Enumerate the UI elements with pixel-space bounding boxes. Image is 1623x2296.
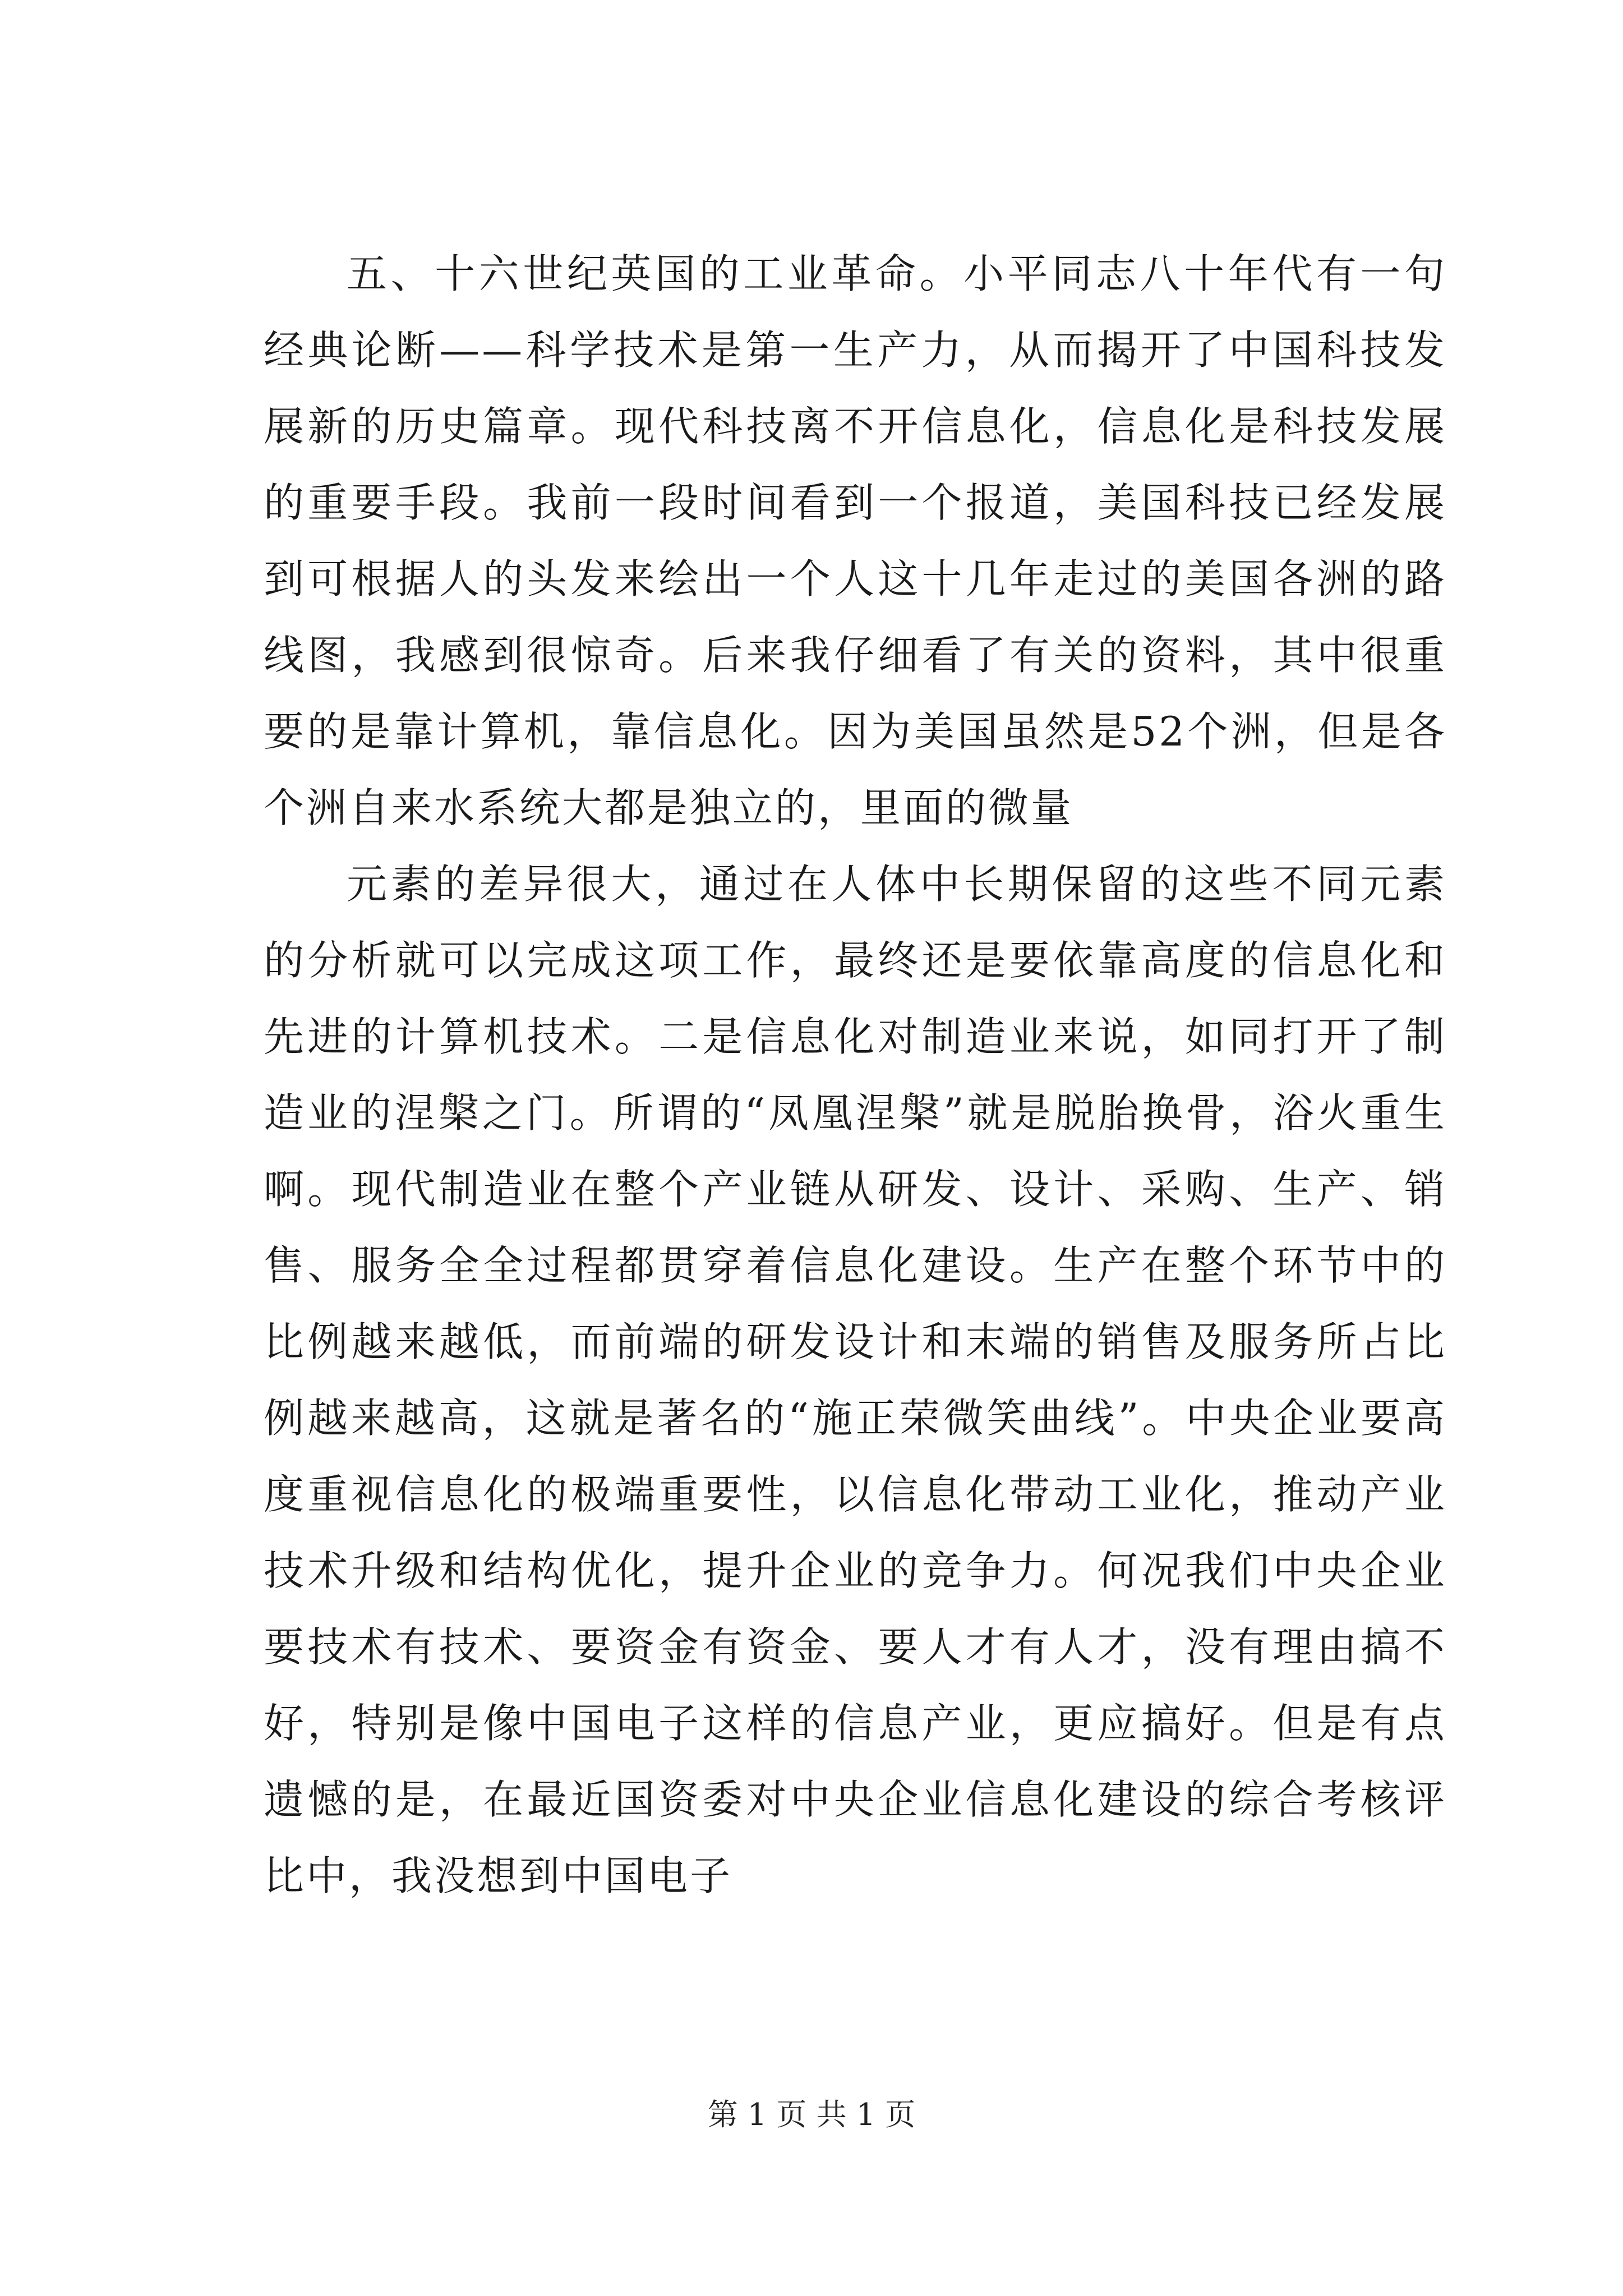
paragraph-1: 五、十六世纪英国的工业革命。小平同志八十年代有一句经典论断——科学技术是第一生产力，从而揭开了中国科技发展新的历史篇章。现代科技离不开信息化，信息化是科技发展的重要手段。我前一段时间看到一个报道，美国科技已经发展到可根据人的头发来绘出一个人这十几年走过的美国各洲的路线图，我感到很惊奇。后来我仔细看了有关的资料，其中很重要的是靠计算机，靠信息化。因为美国虽然是52个洲，但是各个洲自来水系统大都是独立的，里面的微量	[264, 250, 1447, 831]
page-footer: 第 1 页 共 1 页	[707, 2097, 916, 2132]
paragraph-2: 元素的差异很大，通过在人体中长期保留的这些不同元素的分析就可以完成这项工作，最终还是要依靠高度的信息化和先进的计算机技术。二是信息化对制造业来说，如同打开了制造业的涅槃之门。所谓的“凤凰涅槃”就是脱胎换骨，浴火重生啊。现代制造业在整个产业链从研发、设计、采购、生产、销售、服务全全过程都贯穿着信息化建设。生产在整个环节中的比例越来越低，而前端的研发设计和末端的销售及服务所占比例越来越高，这就是著名的“施正荣微笑曲线”。中央企业要高度重视信息化的极端重要性，以信息化带动工业化，推动产业技术升级和结构优化，提升企业的竞争力。何况我们中央企业要技术有技术、要资金有资金、要人才有人才，没有理由搞不好，特别是像中国电子这样的信息产业，更应搞好。但是有点遗憾的是，在最近国资委对中央企业信息化建设的综合考核评比中，我没想到中国电子	[264, 861, 1447, 1899]
document-body	[264, 236, 1447, 1914]
